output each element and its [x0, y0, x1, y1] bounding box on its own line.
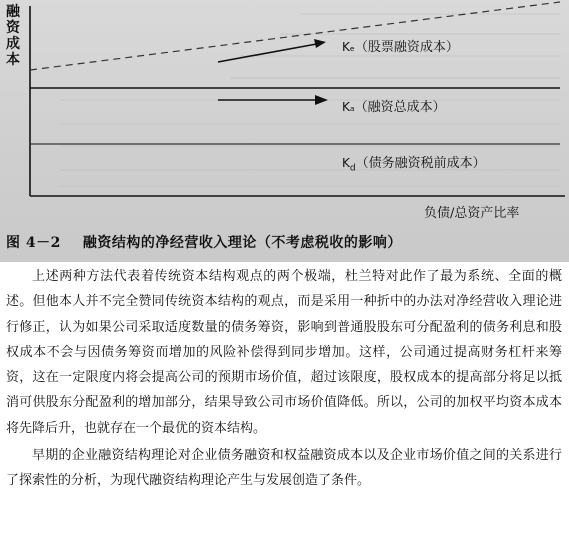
ka-label [342, 96, 446, 115]
scanned-figure [0, 0, 569, 262]
kd-text: （债务融资税前成本） [355, 156, 486, 171]
kd-label [342, 152, 486, 173]
arrowhead-ka [315, 95, 328, 105]
figure-graphics [0, 0, 569, 262]
paragraph-1: 上述两种方法代表着传统资本结构观点的两个极端，杜兰特对此作了最为系统、全面的概述。但他本人并不完全赞同传统资本结构的观点，而是采用一种折中的办法对净经营收入理论进行修正，认为如果公司采取适度数量的债务筹资，影响到普通股股东可分配盈利的债务利息和股权成本不会与因债务筹资而增加的风险补偿得到同步增加。这样，公司通过提高财务杠杆来筹资，这在一定限度内将会提高公司的预期市场价值，超过该限度，股权成本的提高部分将足以抵消可供股东分配盈利的增加部分，结果导致公司市场价值降低。所以，公司的加权平均资本成本将先降后升，也就存在一个最优的资本结构。 [6, 269, 562, 436]
caption-number: 图 4－2 [6, 235, 61, 251]
ka-text: （融资总成本） [354, 100, 446, 115]
ke-text: （股票融资成本） [354, 40, 459, 55]
kd-symbol: $K_d$ [342, 156, 356, 174]
figure-caption [6, 232, 402, 252]
caption-text: 融资结构的净经营收入理论（不考虑税收的影响） [82, 235, 402, 251]
y-axis-label: 融资成本 [6, 4, 20, 68]
body-text [6, 264, 562, 494]
arrowhead-ke [314, 39, 326, 48]
ke-symbol: Kₑ [342, 40, 355, 54]
paragraph-2: 早期的企业融资结构理论对企业债务融资和权益融资成本以及企业市场价值之间的关系进行了探索性的分析，为现代融资结构理论产生与发展创造了条件。 [6, 448, 562, 489]
ka-symbol: Kₐ [342, 100, 355, 114]
arrow-ke [218, 43, 322, 62]
ke-curve [30, 2, 560, 70]
ke-label [342, 36, 459, 55]
x-axis-label: 负债/总资产比率 [424, 206, 520, 221]
